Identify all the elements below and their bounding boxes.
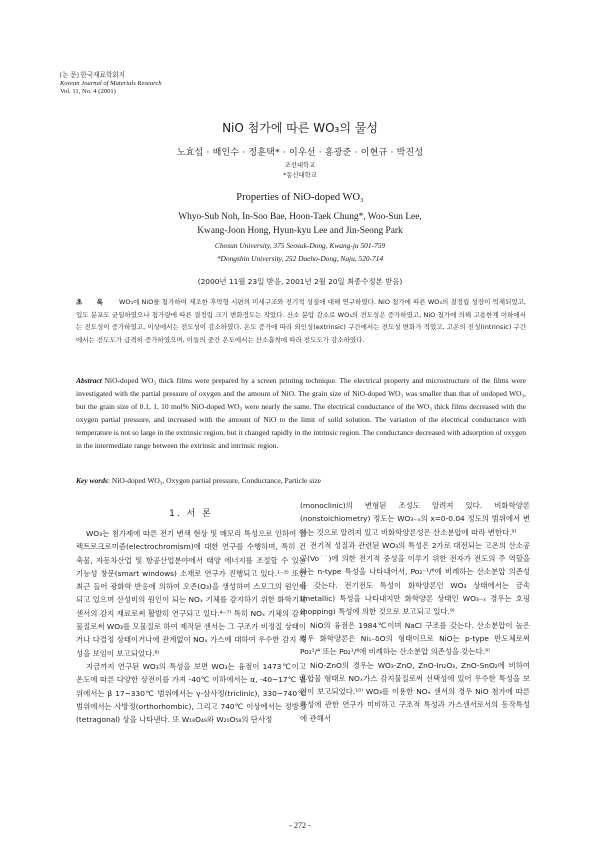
paragraph: 전기적 성질과 관련된 WO₃의 특성은 2가로 대전되는 고온의 산소공공(Vo˙˙)에 의한 전기적 중성을 이루기 위한 전자가 전도의 주 역할을 하는 n-type 특성을 나타내어서, Po₂⁻¹/⁶에 비례하는 산소분압 의존성을 갖는다. 전기전도 특성이 화학양론인 WO₃ 상태에서는 금속(metallic) 특성을 나타내지만 화학양론 상태인 WO₃₋ₓ 경우는 호핑(hopping) 특성에 의한 것으로 보고되고 있다.⁹⁾ [300,540,530,617]
abstract-en-text: NiO-doped WO₃ thick films were prepared by a screen printing technique. The electrical property and microstructure of the films were investigated with the partial pressure of oxygen and the amount of NiO. The grain size of NiO-doped WO₃ was smaller than that of undoped WO₃, but the grain size of 0.1, 1, 10 mol% NiO-doped WO₃ were nearly the same. The electrical conductance of the WO₃ thick films decreased with the oxygen partial pressure, and increased with the amount of NiO to the limit of solid solution. The variation of the electrical conductance with temperature is not so large in the extrinsic region, but it changed rapidly in the intrinsic region. The conductance decreased with adsorption of oxygen in the intermediate range between the extrinsic and intrinsic region. [76,376,526,450]
section-heading: 1. 서 론 [169,509,213,519]
received-dates: (2000년 11월 23일 받음, 2001년 2월 20일 최종수정본 받음) [197,277,403,286]
journal-header-line: [논 문] 한국재료학회지 [60,72,126,79]
keywords-label: Key words [76,476,108,485]
paper-title-en: Properties of NiO-doped WO₃ [236,192,364,203]
abstract-ko-label: 초 록 [76,298,109,306]
affiliation-en: Chosun University, 375 Seosuk-Dong, Kwang-ju 501-759 [214,241,386,250]
page-number: - 272 - [289,821,311,830]
authors-en: Kwang-Joon Hong, Hyun-kyu Lee and Jin-Seong Park [197,226,403,236]
paragraph: NiO의 융점은 1984℃이며 NaCl 구조를 갖는다. 산소분압이 높은 경우 화학양론은 Ni₁₋δO의 형태이므로 NiO는 p-type 반도체로써 Po₂¹/⁴ 또는 Po₂¹/⁶에 비례하는 산소분압 의존성을 갖는다.⁹⁾ [300,620,530,657]
paragraph: NiO-ZnO의 경우는 WO₃-ZnO, ZnO-In₂O₃, ZnO-SnO₂에 비하여 혼합물 형태로 NOₓ가스 감지물질로써 선택성에 있어 우수한 특성을 보임이 보고되었다.¹⁰⁾ WO₃를 이용한 NOₓ 센서의 경우 NiO 첨가에 따른 특성에 관한 연구가 미비하고 구조적 특성과 가스센서로서의 동작특성에 관해서 [300,660,530,723]
paragraph: WO₃는 첨가제에 따른 전기 변색 현상 및 메모리 특성으로 인하여 일렉트로크로미즘(electrochromism)에 대한 연구를 수행하며, 특히 건축물, 자동차산업 및 항공산업분야에서 태양 에너지를 조절할 수 있는 기능성 창문(smart windows) 소재로 연구가 진행되고 있다.¹⁻³⁾ 또한 최근 들어 광화학 반응에 의하여 오존(O₃)을 생성하여 스모그의 원인이 되고 있으며 산성비의 원인이 되는 NOₓ 기체를 감지하기 위한 화학기체 센서의 감지 재료로써 활발히 연구되고 있다.⁴⁻⁷⁾ 특히 NOₓ 기체의 감지 물질로써 WO₃를 모물질로 하여 제작된 센서는 그 구조가 비정질 상태이거나 다결정 상태이거나에 관계없이 NOₓ 가스에 대하여 우수한 감지 특성을 보임이 보고되었다.⁸⁾ [76,529,306,658]
journal-header-line: Korean Journal of Materials Research [60,80,162,88]
keywords-text: : NiO-doped WO₃, Oxygen partial pressure, Conductance, Particle size [107,476,321,485]
paragraph: 지금까지 연구된 WO₃의 특성을 보면 WO₃는 융점이 1473℃이고 온도에 따른 다양한 상전이를 가져 -40℃ 이하에서는 α, -40~17℃ 범위에서는 β 17~330℃ 범위에서는 γ-삼사정(triclinic), 330~740℃ 범위에서는 사방정(orthorhombic), 그리고 740℃ 이상에서는 정방정(tetragonal) 상을 나타낸다. 또 W₁₈O₄₉와 W₂₀O₅₈의 단사정 [76,661,306,725]
affiliation-ko: 조선대학교 [284,162,316,169]
abstract-en [76,374,526,452]
affiliation-en: *Dongshin University, 252 Daeho-Dong, Naju, 520-714 [216,254,384,263]
affiliation-ko: *동신대학교 [283,172,317,179]
left-column [76,527,306,726]
abstract-en-label: Abstract [76,376,102,385]
paper-title-ko: NiO 첨가에 따른 WO₃의 물성 [222,121,378,135]
abstract-ko [76,296,526,346]
abstract-ko-text: WO₃에 NiO를 첨가하여 제조한 후막형 시편의 미세구조와 전기적 성질에 대해 연구하였다. NiO 첨가에 따른 WO₃의 결정립 성장이 억제되었고, 입도 분포도 균일하였으나 첨가량에 따른 결정립 크기 변화정도는 작았다. 산소 분압 감소로 WO₃의 전도성은 증가하였고, NiO 첨가에 의해 고용한계 이하에서는 전도성이 증가하였고, 이상에서는 전도성이 감소하였다. 온도 증가에 따라 외인성(extrinsic) 구간에서는 전도성 변화가 적었고, 고온의 진성(intrinsic) 구간에서는 전도도가 급격히 증가하였으며, 이들의 중간 온도에서는 산소흡착에 따라 전도도가 감소하였다. [76,298,526,344]
journal-header [60,72,162,97]
keywords [76,476,526,485]
right-column [300,499,530,725]
paragraph: (monoclinic)의 변형된 조성도 알려져 있다. 비화학양론(nonstoichiometry) 정도는 WO₃₋ₓ의 x=0-0.04 정도의 범위에서 변하는 것으로 알려져 있고 비화학양론성은 산소분압에 따라 변한다.⁹⁾ [300,501,530,537]
authors-ko: 노효섭 · 배인수 · 정훈택* · 이우선 · 홍광준 · 이현규 · 박진성 [176,148,424,158]
authors-en: Whyo-Sub Noh, In-Soo Bae, Hoon-Taek Chung*, Woo-Sun Lee, [178,212,422,222]
journal-header-line: Vol. 11, No. 4 (2001) [60,88,116,96]
